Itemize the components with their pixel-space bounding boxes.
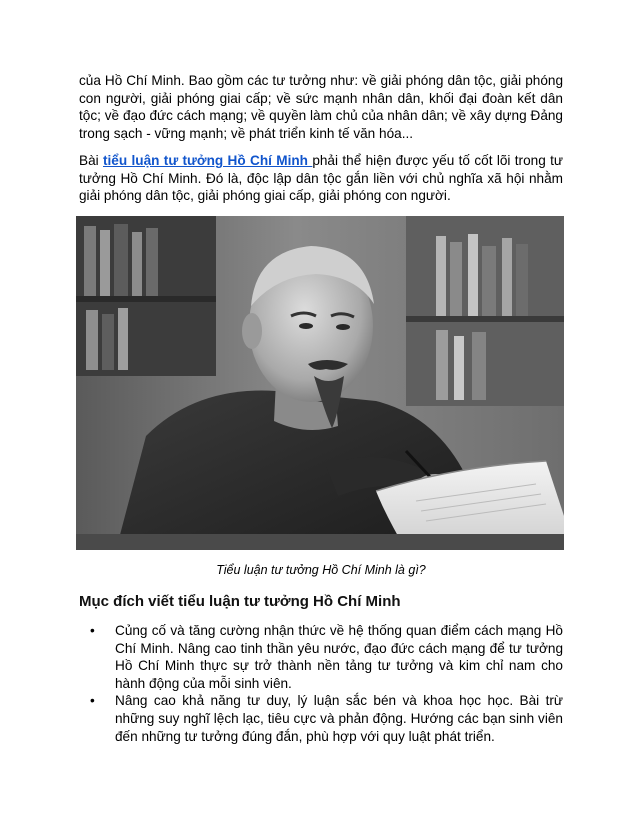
intro-paragraph: của Hồ Chí Minh. Bao gồm các tư tưởng như: về giải phóng dân tộc, giải phóng con người, giải phóng giai cấp; về sức mạnh nhân dân, khối đại đoàn kết dân tộc; về đạo đức cách mạng; về quyền làm chủ của nhân dân; về xây dựng Đảng trong sạch - vững mạnh; về phát triển kinh tế văn hóa... bbox=[79, 73, 563, 141]
list-item bbox=[79, 692, 563, 745]
bullet-icon: • bbox=[90, 623, 95, 638]
list-item-text: Củng cố và tăng cường nhận thức về hệ thống quan điểm cách mạng Hồ Chí Minh. Nâng cao tinh thần yêu nước, đạo đức cách mạng để tư tưởng Hồ Chí Minh thực sự trở thành nền tảng tư tưởng và kim chỉ nam cho hành động của mỗi sinh viên. bbox=[115, 623, 563, 691]
list-item bbox=[79, 622, 563, 692]
keyword-link[interactable]: tiểu luận tư tưởng Hồ Chí Minh bbox=[103, 153, 313, 168]
purpose-list bbox=[79, 622, 563, 745]
list-item-text: Nâng cao khả năng tư duy, lý luận sắc bén và khoa học học. Bài trừ những suy nghĩ lệch lạc, tiêu cực và phản động. Hướng các bạn sinh viên đến những tư tưởng đúng đắn, phù hợp với quy luật phát triển. bbox=[115, 693, 563, 744]
summary-suffix: phải thể hiện được yếu tố cốt lõi trong tư tưởng Hồ Chí Minh. Đó là, độc lập dân tộc gắn liền với chủ nghĩa xã hội nhằm giải phóng dân tộc, giải phóng giai cấp, giải phóng con người. bbox=[79, 153, 563, 204]
portrait-photo bbox=[76, 216, 564, 550]
summary-prefix: Bài bbox=[79, 153, 103, 168]
image-caption: Tiểu luận tư tưởng Hồ Chí Minh là gì? bbox=[216, 563, 426, 577]
section-heading: Mục đích viết tiểu luận tư tưởng Hồ Chí Minh bbox=[79, 593, 401, 610]
bullet-icon: • bbox=[90, 693, 95, 709]
summary-paragraph bbox=[79, 152, 563, 205]
